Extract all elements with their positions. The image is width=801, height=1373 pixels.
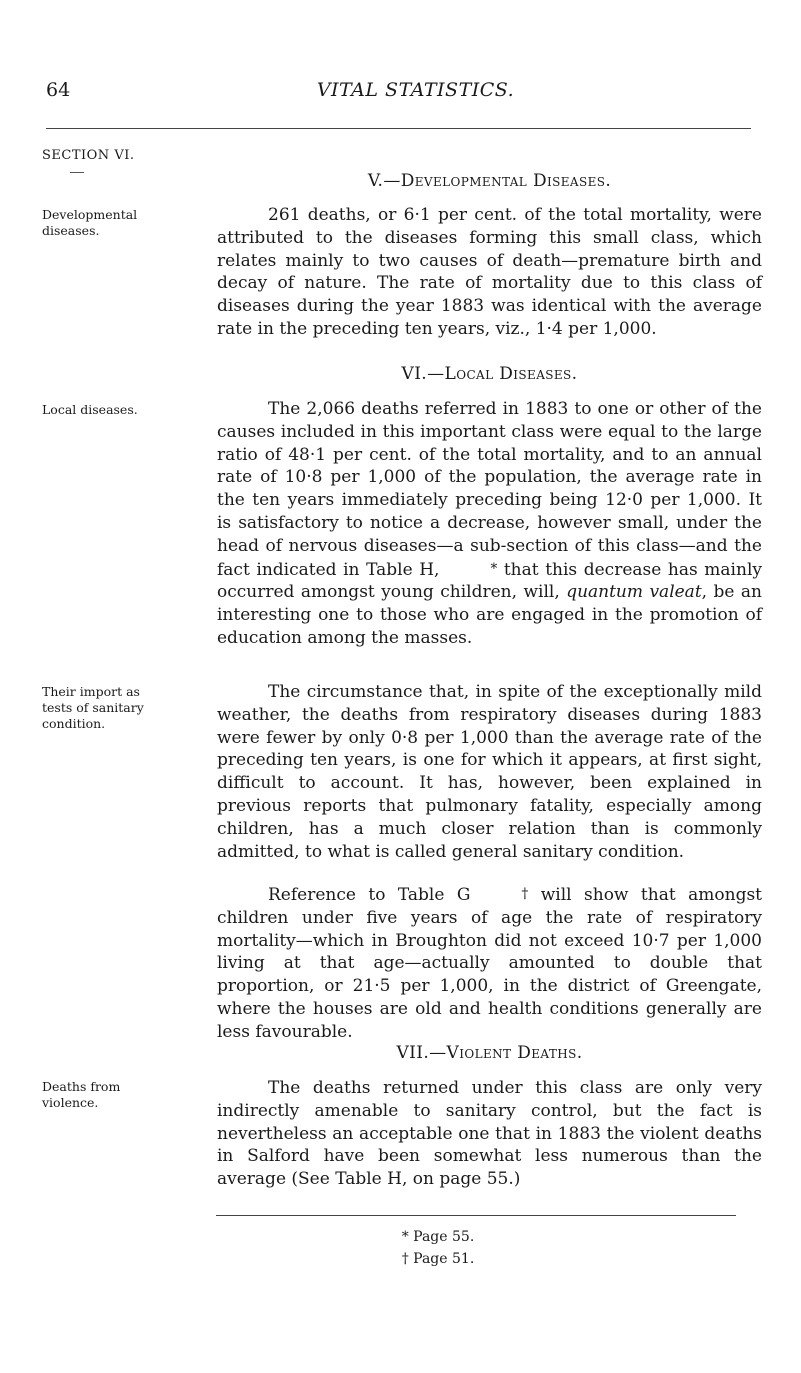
footnote: † Page 51. xyxy=(401,1251,475,1267)
section-developmental-text xyxy=(217,204,762,341)
heading-local-diseases: VI.—Local Diseases. xyxy=(401,364,578,384)
section-label: SECTION VI. xyxy=(42,148,135,163)
latin-phrase: quantum valeat xyxy=(566,582,702,603)
paragraph: The circumstance that, in spite of the exceptionally mild weather, the deaths from respiratory diseases during 1883 were fewer by only 0·8 per 1,000 than the average rate of the preceding ten years, is one for which it appears, at first sight, difficult to account. It has, however, been explained in previous reports that pulmonary fatality, especially among children, has a much closer relation than is commonly admitted, to what is called general sanitary condition. xyxy=(217,682,762,862)
margin-note-developmental: Developmental diseases. xyxy=(42,207,138,238)
header-rule xyxy=(46,128,751,129)
footnote-marker: * xyxy=(490,560,498,577)
section-label-underline xyxy=(70,172,84,173)
heading-developmental-diseases: V.—Developmental Diseases. xyxy=(367,171,612,191)
section-greengate-text xyxy=(217,883,762,1044)
paragraph: 261 deaths, or 6·1 per cent. of the total mortality, were attributed to the diseases forming this small class, which relates mainly to two causes of death—premature birth and decay of nature. The rate of mortality due to this class of diseases during the year 1883 was identical with the average rate in the preceding ten years, viz., 1·4 per 1,000. xyxy=(217,205,762,339)
paragraph: The deaths returned under this class are only very indirectly amenable to sanitary control, but the fact is nevertheless an acceptable one that in 1883 the violent deaths in Salford have been somewhat less numerous than the average (See Table H, on page 55.) xyxy=(217,1078,762,1190)
section-local-text xyxy=(217,398,762,650)
margin-note-violence: Deaths from violence. xyxy=(42,1079,121,1110)
footnotes xyxy=(0,1226,801,1270)
margin-note-local: Local diseases. xyxy=(42,402,138,417)
running-title: VITAL STATISTICS. xyxy=(316,79,515,101)
margin-note-sanitary: Their import as tests of sanitary condition. xyxy=(42,684,144,731)
heading-violent-deaths: VII.—Violent Deaths. xyxy=(396,1043,583,1063)
paragraph: Reference to Table G † will show that amongst children under five years of age the rate of respiratory mortality—which in Broughton did not exceed 10·7 per 1,000 living at that age—actually amounted to double that proportion, or 21·5 per 1,000, in the district of Greengate, where the houses are old and health conditions generally are less favourable. xyxy=(217,885,763,1042)
section-respiratory-text xyxy=(217,681,762,863)
section-violent-text xyxy=(217,1077,762,1191)
page-number: 64 xyxy=(46,79,71,101)
footnote: * Page 55. xyxy=(401,1229,475,1245)
paragraph: The 2,066 deaths referred in 1883 to one or other of the causes included in this important class were equal to the large ratio of 48·1 per cent. of the total mortality, and to an annual rate of 10·8 per 1,000 of the population, the average rate in the ten years immediately preceding being 12·0 per 1,000. It is satisfactory to notice a decrease, however small, under the head of nervous diseases—a sub-section of this class—and the fact indicated in Table H, * that this decrease has mainly occurred amongst young children, will, quantum valeat, be an interesting one to those who are engaged in the promotion of education among the masses. xyxy=(217,399,762,648)
footnote-marker: † xyxy=(521,886,529,902)
footnote-rule xyxy=(216,1215,736,1216)
